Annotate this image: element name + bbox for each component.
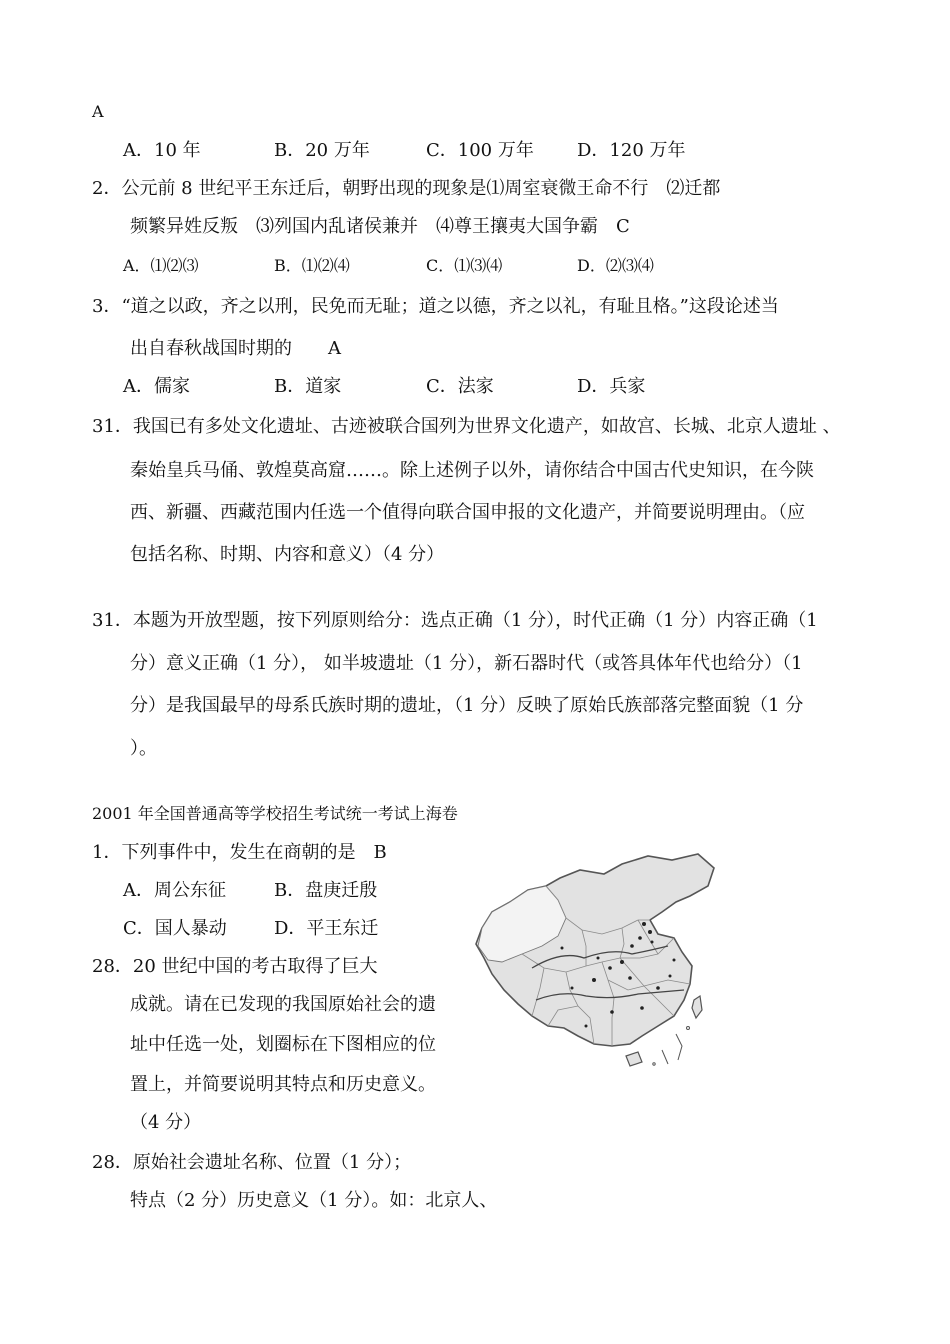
question-28-line-1: 28．20 世纪中国的考古取得了巨大: [92, 956, 378, 977]
taiwan-island: [692, 996, 702, 1018]
option-d: D．⑵⑶⑷: [577, 256, 654, 275]
question-31-line-2: 秦始皇兵马俑、敦煌莫高窟……。除上述例子以外，请你结合中国古代史知识，在今陕: [130, 460, 814, 481]
answer-31-line-1: 31．本题为开放型题，按下列原则给分：选点正确（1 分），时代正确（1 分）内容正确（1: [92, 610, 818, 631]
answer-31-line-2: 分）意义正确（1 分）， 如半坡遗址（1 分），新石器时代（或答具体年代也给分）（1: [130, 653, 803, 674]
option-d: D．120 万年: [577, 140, 686, 161]
option-b: B．⑴⑵⑷: [274, 256, 350, 275]
option-c: C．国人暴动: [123, 918, 227, 939]
question-28-line-5: （4 分）: [130, 1112, 202, 1133]
hainan-island: [626, 1052, 642, 1066]
answer-28-line-1: 28．原始社会遗址名称、位置（1 分）；: [92, 1152, 412, 1173]
answer-31-line-4: ）。: [130, 738, 157, 759]
question-28-line-3: 址中任选一处，划圈标在下图相应的位: [130, 1034, 436, 1055]
question-3-line-2: 出自春秋战国时期的 A: [130, 338, 341, 359]
exam-title: 2001 年全国普通高等学校招生考试统一考试上海卷: [92, 804, 458, 823]
option-a: A．10 年: [123, 140, 201, 161]
option-b: B．20 万年: [274, 140, 370, 161]
answer-letter: A: [92, 102, 104, 121]
answer-31-line-3: 分）是我国最早的母系氏族时期的遗址，（1 分）反映了原始氏族部落完整面貌（1 分: [130, 695, 804, 716]
question-1-line-1: 1．下列事件中，发生在商朝的是 B: [92, 842, 387, 863]
answer-28-line-2: 特点（2 分）历史意义（1 分）。如：北京人、: [130, 1190, 498, 1211]
option-a: A．周公东征: [123, 880, 226, 901]
question-28-line-2: 成就。请在已发现的我国原始社会的遗: [130, 994, 436, 1015]
option-a: A．儒家: [123, 376, 190, 397]
question-2-line-2: 频繁异姓反叛 ⑶列国内乱诸侯兼并 ⑷尊王攘夷大国争霸 C: [130, 216, 630, 237]
question-31-line-3: 西、新疆、西藏范围内任选一个值得向联合国申报的文化遗产，并简要说明理由。（应: [130, 502, 805, 523]
option-c: C．⑴⑶⑷: [426, 256, 503, 275]
option-a: A．⑴⑵⑶: [123, 256, 199, 275]
question-31-line-1: 31．我国已有多处文化遗址、古迹被联合国列为世界文化遗产，如故宫、长城、北京人遗址 、: [92, 416, 841, 437]
question-2-line-1: 2．公元前 8 世纪平王东迁后，朝野出现的现象是⑴周室衰微王命不行 ⑵迁都: [92, 178, 721, 199]
question-3-line-1: 3．“道之以政，齐之以刑，民免而无耻；道之以德，齐之以礼，有耻且格。”这段论述当: [92, 296, 779, 317]
option-c: C．法家: [426, 376, 494, 397]
option-b: B．盘庚迁殷: [274, 880, 378, 901]
option-c: C．100 万年: [426, 140, 534, 161]
china-map-figure: [462, 850, 728, 1072]
option-d: D．平王东迁: [274, 918, 379, 939]
option-d: D．兵家: [577, 376, 646, 397]
option-b: B．道家: [274, 376, 342, 397]
question-28-line-4: 置上，并简要说明其特点和历史意义。: [130, 1074, 436, 1095]
question-31-line-4: 包括名称、时期、内容和意义）（4 分）: [130, 544, 445, 565]
